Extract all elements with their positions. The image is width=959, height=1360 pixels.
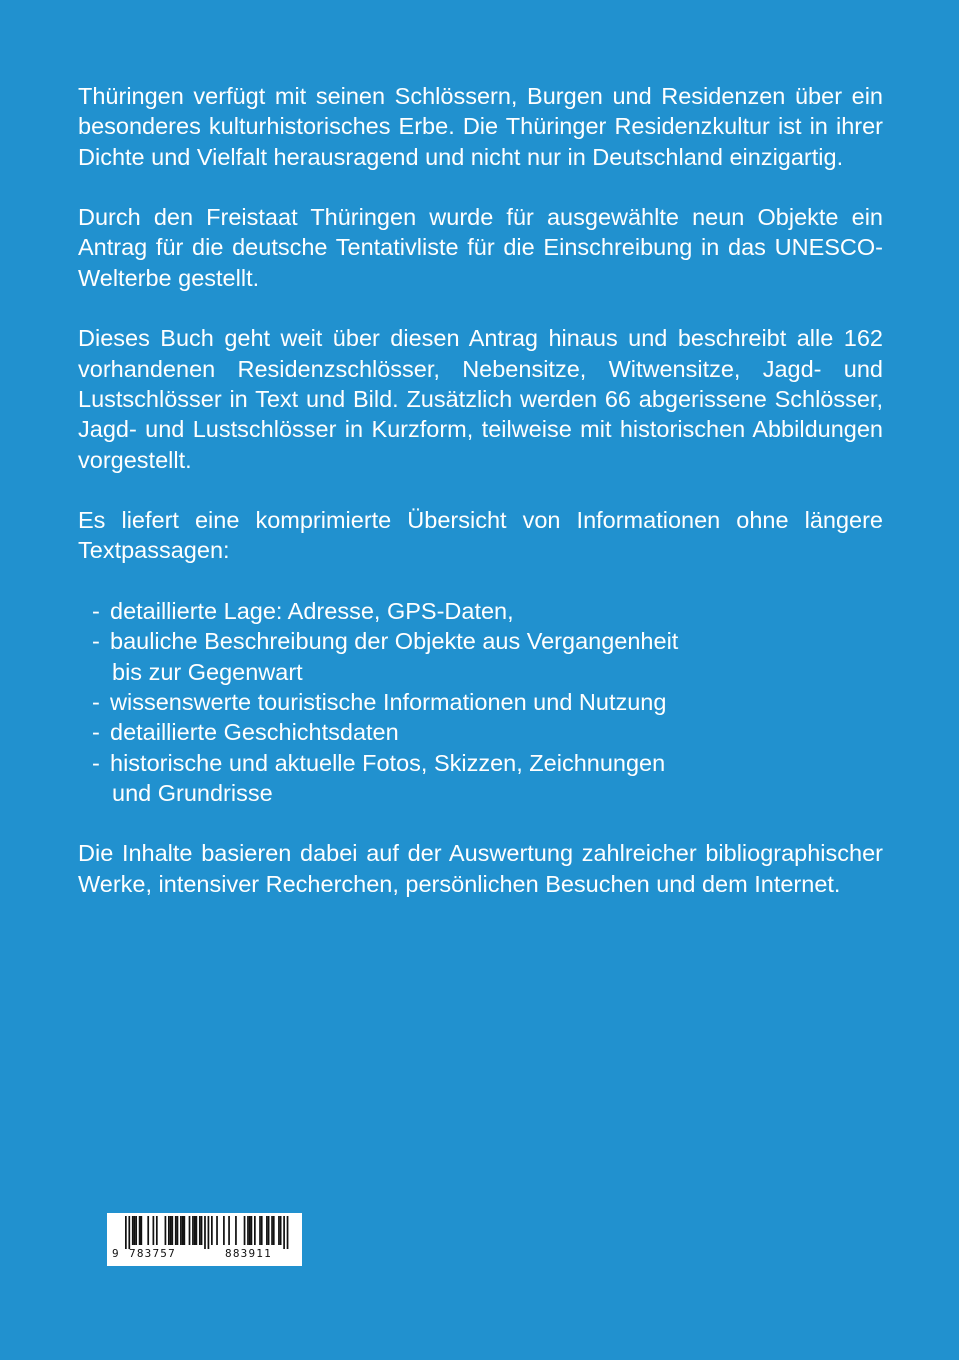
barcode-bar (244, 1216, 246, 1245)
list-item (78, 717, 883, 747)
list-item-text: wissenswerte touristische Informationen und Nutzung (110, 688, 667, 715)
list-dash: - (92, 688, 100, 715)
barcode-bar (168, 1216, 170, 1245)
barcode-bar (280, 1216, 282, 1245)
barcode-bar (283, 1216, 285, 1249)
barcode-bar (201, 1216, 203, 1245)
list-dash: - (92, 628, 100, 655)
barcode-bar (196, 1216, 198, 1245)
barcode-bar (268, 1216, 270, 1245)
list-dash: - (92, 598, 100, 625)
barcode-bar (165, 1216, 167, 1245)
list-item-text: bauliche Beschreibung der Objekte aus Vergangenheit (110, 628, 679, 655)
barcode-bar (208, 1216, 210, 1249)
barcode-bar (183, 1216, 185, 1245)
list-item-continuation: bis zur Gegenwart (112, 658, 303, 685)
list-item-text: detaillierte Geschichtsdaten (110, 719, 399, 746)
barcode-bar (228, 1216, 230, 1245)
barcode-bar (147, 1216, 149, 1245)
barcode-bar (235, 1216, 237, 1245)
barcode-bar (249, 1216, 251, 1245)
barcode-bar (194, 1216, 196, 1245)
paragraph-closing: Die Inhalte basieren dabei auf der Auswertung zahlreicher bibliographischer Werke, intensiver Recherchen, persönlichen Besuchen und dem Internet. (78, 840, 883, 897)
barcode-bar (128, 1216, 130, 1249)
barcode-bar (204, 1216, 206, 1249)
barcode-right-group: 883911 (225, 1247, 272, 1260)
barcode-bar (140, 1216, 142, 1245)
list-dash: - (92, 719, 100, 746)
barcode-bar (177, 1216, 179, 1245)
barcode-bar (211, 1216, 213, 1245)
barcode-bar (223, 1216, 225, 1245)
paragraph-overview: Es liefert eine komprimierte Übersicht von Informationen ohne längere Textpassagen: (78, 507, 883, 564)
list-item-continuation: und Grundrisse (112, 779, 273, 806)
barcode-first-digit: 9 (112, 1247, 119, 1260)
barcode-bar (199, 1216, 201, 1245)
barcode-bars (107, 1213, 302, 1249)
paragraph-unesco: Durch den Freistaat Thüringen wurde für ausgewählte neun Objekte ein Antrag für die deutsche Tentativliste für die Einschreibung in das UNESCO-Welterbe gestellt. (78, 204, 883, 291)
list-item (78, 687, 883, 717)
barcode-bar (139, 1216, 141, 1245)
barcode-bar (156, 1216, 158, 1245)
isbn-barcode (107, 1213, 302, 1266)
barcode-bar (125, 1216, 127, 1249)
barcode-bar (254, 1216, 256, 1245)
barcode-bar (132, 1216, 134, 1245)
barcode-bar (261, 1216, 263, 1245)
feature-list (78, 596, 883, 808)
barcode-bar (170, 1216, 172, 1245)
barcode-bar (247, 1216, 249, 1245)
barcode-bar (273, 1216, 275, 1245)
list-item (78, 626, 883, 687)
back-cover-text (78, 81, 883, 929)
list-item-text: historische und aktuelle Fotos, Skizzen, Zeichnungen (110, 749, 666, 776)
barcode-bar (134, 1216, 136, 1245)
barcode-bar (153, 1216, 155, 1245)
barcode-bar (189, 1216, 191, 1245)
barcode-bar (192, 1216, 194, 1245)
list-item-text: detaillierte Lage: Adresse, GPS-Daten, (110, 598, 514, 625)
barcode-bar (271, 1216, 273, 1245)
barcode-bar (175, 1216, 177, 1245)
list-item (78, 748, 883, 809)
barcode-bar (180, 1216, 182, 1245)
barcode-bar (135, 1216, 137, 1245)
barcode-digits (107, 1247, 302, 1265)
list-dash: - (92, 749, 100, 776)
barcode-bar (278, 1216, 280, 1245)
paragraph-book-scope: Dieses Buch geht weit über diesen Antrag hinaus und beschreibt alle 162 vorhandenen Residenzschlösser, Nebensitze, Witwensitze, Jagd- und Lustschlösser in Text und Bild. Zusätzlich werden 66 abgerissene Schlösser, Jagd- und Lustschlösser in Kurzform, teilweise mit historischen Abbildungen vorgestellt. (78, 325, 883, 473)
barcode-bar (266, 1216, 268, 1245)
barcode-bar (259, 1216, 261, 1245)
barcode-bar (251, 1216, 253, 1245)
barcode-bar (216, 1216, 218, 1245)
paragraph-intro: Thüringen verfügt mit seinen Schlössern, Burgen und Residenzen über ein besonderes kulturhistorisches Erbe. Die Thüringer Residenzkultur ist in ihrer Dichte und Vielfalt herausragend und nicht nur in Deutschland einzigartig. (78, 83, 883, 170)
list-item (78, 596, 883, 626)
barcode-bar (287, 1216, 289, 1249)
barcode-bar (182, 1216, 184, 1245)
barcode-bar (171, 1216, 173, 1245)
barcode-left-group: 783757 (129, 1247, 176, 1260)
